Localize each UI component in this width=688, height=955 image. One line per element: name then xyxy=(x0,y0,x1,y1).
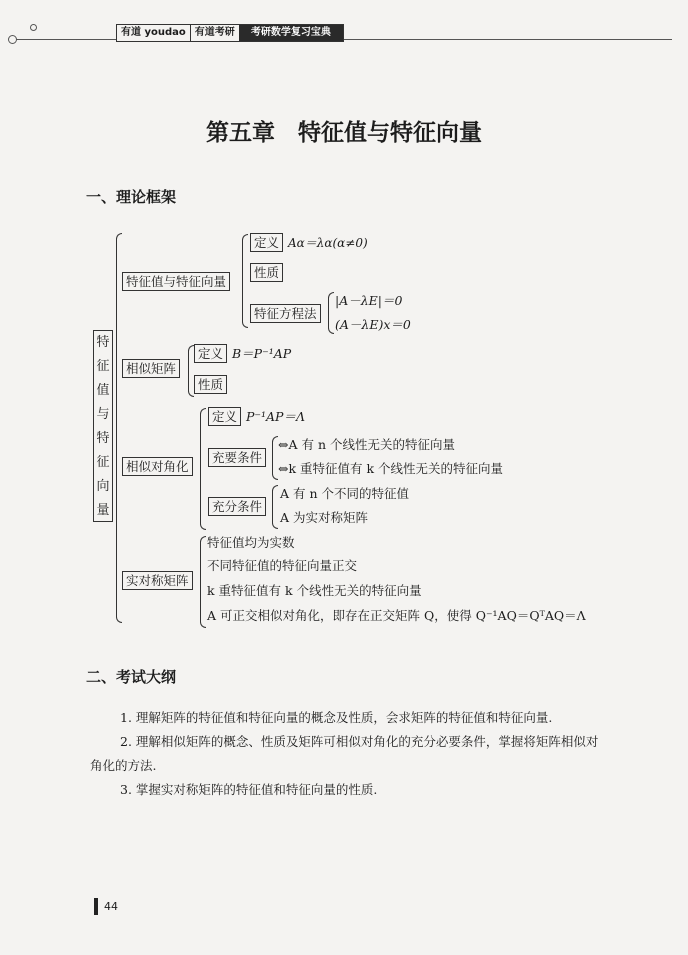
node-symm: 实对称矩阵 xyxy=(122,571,193,590)
syllabus-item-2: 2. 理解相似矩阵的概念、性质及矩阵可相似对角化的充分必要条件，掌握将矩阵相似对角化的方法. xyxy=(90,734,599,773)
chapter-title: 第五章 特征值与特征向量 xyxy=(206,119,482,146)
symm4: A 可正交相似对角化，即存在正交矩阵 Q，使得 Q⁻¹AQ＝QᵀAQ＝Λ xyxy=(207,608,586,623)
root-node xyxy=(93,330,113,522)
symm3: k 重特征值有 k 个线性无关的特征向量 xyxy=(207,583,422,598)
eig-eq-label: 特征方程法 xyxy=(250,304,321,323)
suf2: A 为实对称矩阵 xyxy=(280,510,369,525)
root-label: 特征值与特征向量 xyxy=(96,335,110,518)
syllabus-item-1: 1. 理解矩阵的特征值和特征向量的概念及性质，会求矩阵的特征值和特征向量. xyxy=(120,710,553,725)
nec-label: 充要条件 xyxy=(208,448,266,467)
brand-sub: 有道考研 xyxy=(190,25,239,41)
symm2: 不同特征值的特征向量正交 xyxy=(207,558,358,573)
header-dot-left xyxy=(8,35,17,44)
diag-def-label: 定义 xyxy=(208,407,241,426)
header-banner xyxy=(116,24,344,42)
section2-heading: 二、考试大纲 xyxy=(86,668,177,686)
node-diag: 相似对角化 xyxy=(122,457,193,476)
node-similar: 相似矩阵 xyxy=(122,359,180,378)
section1-heading: 一、理论框架 xyxy=(86,188,177,206)
diag-def: P⁻¹AP＝Λ xyxy=(246,409,305,424)
symm1: 特征值均为实数 xyxy=(207,535,295,550)
brand-logo: 有道 youdao xyxy=(121,27,186,38)
nec1: ⇔A 有 n 个线性无关的特征向量 xyxy=(278,437,455,452)
brace-eig xyxy=(242,234,248,328)
similar-def: B＝P⁻¹AP xyxy=(232,346,292,361)
book-title: 考研数学复习宝典 xyxy=(239,25,343,41)
suf1: A 有 n 个不同的特征值 xyxy=(280,486,409,501)
brace-suf xyxy=(272,485,278,529)
brace-eq xyxy=(328,292,334,334)
similar-def-label: 定义 xyxy=(194,344,227,363)
similar-prop-label: 性质 xyxy=(194,375,227,394)
eig-def-label: 定义 xyxy=(250,233,283,252)
node-eig: 特征值与特征向量 xyxy=(122,272,230,291)
brace-symm xyxy=(200,536,206,628)
eig-eq2: (A－λE)x＝0 xyxy=(335,317,411,332)
page-number: 44 xyxy=(104,900,118,913)
page-number-bar xyxy=(94,898,98,915)
eig-eq1: |A－λE|＝0 xyxy=(335,293,403,308)
syllabus-item-3: 3. 掌握实对称矩阵的特征值和特征向量的性质. xyxy=(120,782,378,797)
header-dot-small xyxy=(30,24,37,31)
eig-prop-label: 性质 xyxy=(250,263,283,282)
eig-def: Aα＝λα(α≠0) xyxy=(288,236,368,250)
brace-root xyxy=(116,233,122,623)
brace-diag xyxy=(200,408,206,530)
nec2: ⇔k 重特征值有 k 个线性无关的特征向量 xyxy=(278,461,504,476)
suf-label: 充分条件 xyxy=(208,497,266,516)
